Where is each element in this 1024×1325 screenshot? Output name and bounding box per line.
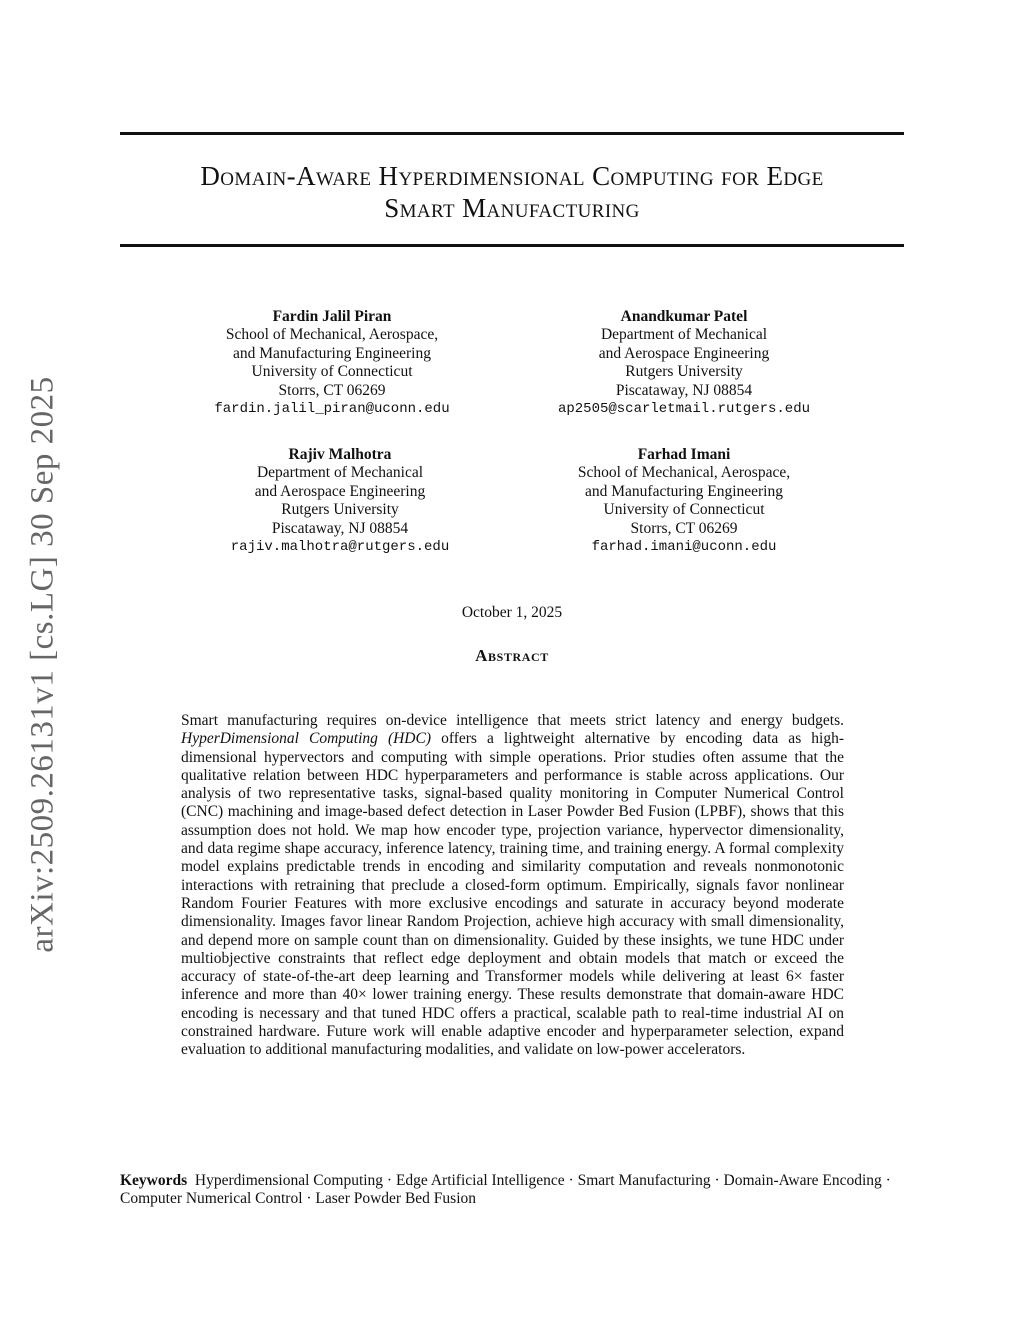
author-email[interactable]: fardin.jalil_piran@uconn.edu (214, 401, 450, 418)
author-email[interactable]: rajiv.malhotra@rutgers.edu (230, 539, 450, 556)
author-affiliation-line: Rutgers University (625, 363, 743, 381)
author-affiliation-line: University of Connecticut (251, 363, 413, 381)
author-affiliation-line: and Aerospace Engineering (598, 344, 770, 362)
author-name: Farhad Imani (637, 446, 731, 463)
author-affiliation-line: Piscataway, NJ 08854 (615, 381, 753, 399)
paper-title-line-1: Domain-Aware Hyperdimensional Computing for Edge (200, 161, 824, 191)
author-affiliation-line: and Manufacturing Engineering (585, 482, 783, 500)
author-affiliation-line: Storrs, CT 06269 (630, 519, 738, 537)
arxiv-identifier: arXiv:2509.26131v1 [cs.LG] 30 Sep 2025 (24, 375, 61, 953)
abstract-text-start: Smart manufacturing requires on-device intelligence that meets strict latency and energy budgets. (181, 712, 844, 729)
author-affiliation-line: and Aerospace Engineering (254, 482, 426, 500)
author-affiliation-line: School of Mechanical, Aerospace, (225, 326, 439, 344)
author-email[interactable]: farhad.imani@uconn.edu (591, 539, 777, 556)
author-block-4 (514, 446, 854, 556)
author-block-1 (162, 308, 502, 418)
author-block-3 (170, 446, 510, 556)
author-affiliation-line: and Manufacturing Engineering (233, 344, 431, 362)
title-rule-bottom (120, 244, 904, 247)
keywords-list: Hyperdimensional Computing · Edge Artificial Intelligence · Smart Manufacturing · Domain-Aware Encoding · Computer Numerical Control · Laser Powder Bed Fusion (120, 1172, 891, 1208)
abstract-body (181, 712, 844, 1060)
author-affiliation-line: Department of Mechanical (256, 464, 424, 482)
author-affiliation-line: School of Mechanical, Aerospace, (577, 464, 791, 482)
author-affiliation-line: University of Connecticut (603, 501, 765, 519)
abstract-heading: Abstract (475, 646, 549, 665)
author-block-2 (514, 308, 854, 418)
paper-title (120, 160, 904, 224)
author-name: Fardin Jalil Piran (272, 308, 392, 325)
keywords-section (120, 1172, 904, 1209)
author-affiliation-line: Piscataway, NJ 08854 (271, 519, 409, 537)
keywords-label: Keywords (120, 1172, 188, 1189)
paper-title-line-2: Smart Manufacturing (384, 193, 640, 223)
author-email[interactable]: ap2505@scarletmail.rutgers.edu (557, 401, 811, 418)
title-rule-top (120, 132, 904, 135)
author-affiliation-line: Storrs, CT 06269 (278, 381, 386, 399)
author-affiliation-line: Department of Mechanical (600, 326, 768, 344)
abstract-hdc-term: HyperDimensional Computing (HDC) (181, 730, 431, 748)
author-name: Rajiv Malhotra (288, 446, 392, 463)
publication-date: October 1, 2025 (461, 604, 563, 621)
abstract-text-rest: offers a lightweight alternative by encoding data as high-dimensional hypervectors and computing with simple operations. Prior studies often assume that the qualitative relation between HDC hyperparameters and performance is stable across applications. Our analysis of two representative tasks, signal-based quality monitoring in Computer Numerical Control (CNC) machining and image-based defect detection in Laser Powder Bed Fusion (LPBF), shows that this assumption does not hold. We map how encoder type, projection variance, hypervector dimensionality, and data regime shape accuracy, inference latency, training time, and training energy. A formal complexity model explains predictable trends in encoding and similarity computation and reveals nonmonotonic interactions with retraining that preclude a closed-form optimum. Empirically, signals favor nonlinear Random Fourier Features with more exclusive encodings and saturate in accuracy beyond moderate dimensionality. Images favor linear Random Projection, achieve high accuracy with small dimensionality, and depend more on sample count than on dimensionality. Guided by these insights, we tune HDC under multiobjective constraints that reflect edge deployment and obtain models that match or exceed the accuracy of state-of-the-art deep learning and Transformer models while delivering at least 6× faster inference and more than 40× lower training energy. These results demonstrate that domain-aware HDC encoding is necessary and that tuned HDC offers a practical, scalable path to real-time industrial AI on constrained hardware. Future work will enable adaptive encoder and hyperparameter selection, expand evaluation to additional manufacturing modalities, and validate on low-power accelerators. (181, 730, 844, 1059)
author-affiliation-line: Rutgers University (281, 501, 399, 519)
author-name: Anandkumar Patel (620, 308, 748, 325)
